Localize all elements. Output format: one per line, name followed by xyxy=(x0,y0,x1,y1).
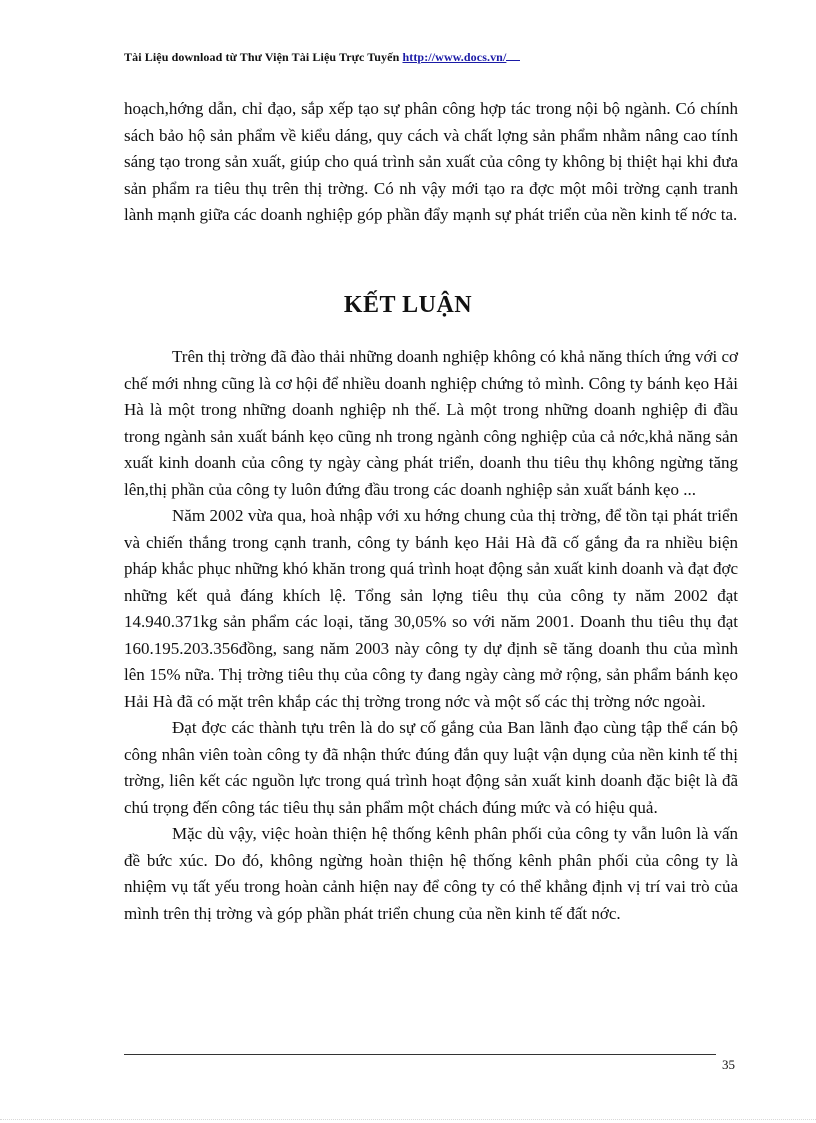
header-text: Tài Liệu download từ Thư Viện Tài Liệu Trực Tuyến xyxy=(124,50,403,64)
section-title: KẾT LUẬN xyxy=(343,292,473,318)
paragraph: Năm 2002 vừa qua, hoà nhập với xu hớng chung của thị trờng, để tồn tại phát triển và chiến thắng trong cạnh tranh, công ty bánh kẹo Hải Hà đã cố gắng đa ra nhiều biện pháp khắc phục những khó khăn trong quá trình hoạt động sản xuất kinh doanh và đạt đợc những kết quả đáng khích lệ. Tổng sản lợng tiêu thụ của công ty năm 2002 đạt 14.940.371kg sản phẩm các loại, tăng 30,05% so với năm 2001. Doanh thu tiêu thụ đạt 160.195.203.356đồng, sang năm 2003 này công ty dự định sẽ tăng doanh thu của mình lên 15% nữa. Thị trờng tiêu thụ của công ty đang ngày càng mở rộng, sản phẩm bánh kẹo Hải Hà đã có mặt trên khắp các thị trờng trong nớc và một số các thị trờng nớc ngoài. xyxy=(124,506,738,711)
conclusion-section xyxy=(124,344,738,927)
page-number: 35 xyxy=(722,1057,735,1072)
header-link[interactable]: http://www.docs.vn/ xyxy=(402,50,507,64)
intro-paragraph: hoạch,hớng dẫn, chỉ đạo, sắp xếp tạo sự phân công hợp tác trong nội bộ ngành. Có chính sách bảo hộ sản phẩm về kiểu dáng, quy cách và chất lợng sản phẩm nhằm nâng cao tính sáng tạo trong sản xuất, giúp cho quá trình sản xuất của công ty không bị thiệt hại khi đưa sản phẩm ra tiêu thụ trên thị trờng. Có nh vậy mới tạo ra đợc một môi trờng cạnh tranh lành mạnh giữa các doanh nghiệp góp phần đẩy mạnh sự phát triển của nền kinh tế nớc ta. xyxy=(124,99,738,224)
paragraph: Mặc dù vậy, việc hoàn thiện hệ thống kênh phân phối của công ty vẫn luôn là vấn đề bức xúc. Do đó, không ngừng hoàn thiện hệ thống kênh phân phối của công ty là nhiệm vụ tất yếu trong hoàn cảnh hiện nay để công ty có thể khẳng định vị trí vai trò của mình trên thị trờng và góp phần phát triển chung của nền kinh tế đất nớc. xyxy=(124,824,738,923)
footer-divider xyxy=(124,1054,716,1055)
paragraph: Trên thị trờng đã đào thải những doanh nghiệp không có khả năng thích ứng với cơ chế mới nhng cũng là cơ hội để nhiều doanh nghiệp chứng tỏ mình. Công ty bánh kẹo Hải Hà là một trong những doanh nghiệp nh thế. Là một trong những doanh nghiệp đi đầu trong ngành sản xuất bánh kẹo cũng nh trong ngành công nghiệp của cả nớc,khả năng sản xuất kinh doanh của công ty ngày càng phát triển, doanh thu tiêu thụ không ngừng tăng lên,thị phần của công ty luôn đứng đầu trong các doanh nghiệp sản xuất bánh kẹo ... xyxy=(124,347,739,499)
page-bottom-border xyxy=(0,1119,816,1120)
header-underline-tail xyxy=(506,59,520,61)
paragraph: Đạt đợc các thành tựu trên là do sự cố gắng của Ban lãnh đạo cùng tập thể cán bộ công nhân viên toàn công ty đã nhận thức đúng đắn quy luật vận dụng của nền kinh tế thị trờng, liên kết các nguồn lực trong quá trình hoạt động sản xuất kinh doanh đặc biệt là đã chú trọng đến công tác tiêu thụ sản phẩm một chách đúng mức và có hiệu quả. xyxy=(124,718,738,817)
page-header xyxy=(124,50,520,65)
